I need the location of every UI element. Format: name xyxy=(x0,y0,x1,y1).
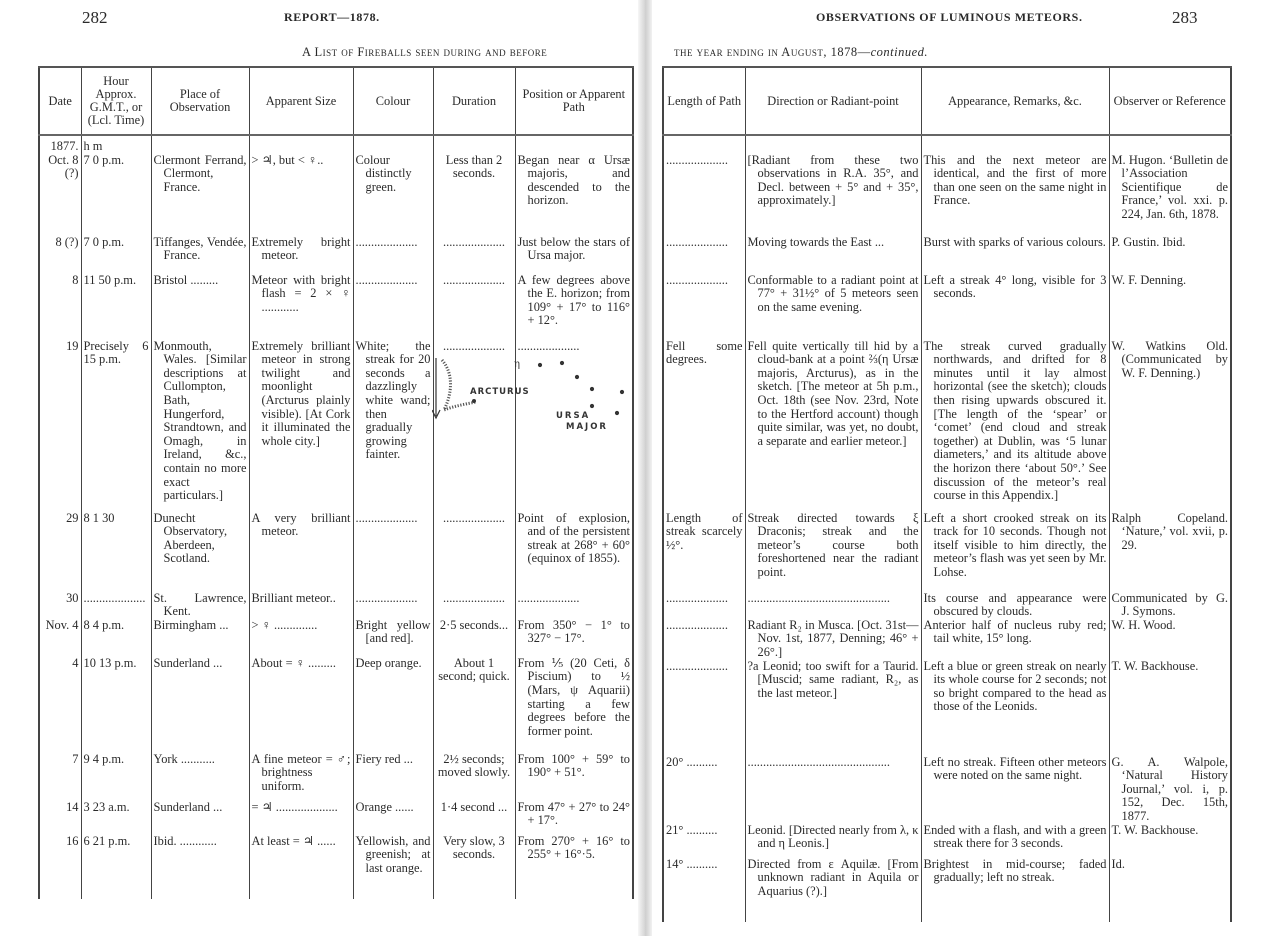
cell-date: Nov. 4 xyxy=(45,617,79,632)
sketch-star xyxy=(590,387,594,391)
cell-direction: .............................................. xyxy=(745,592,921,619)
table-row xyxy=(39,835,633,891)
col-header-observer: Observer or Reference xyxy=(1109,67,1231,135)
cell-observer: Id. xyxy=(1109,858,1231,914)
cell-appearance: Brightest in mid-course; faded gradually; left no streak. xyxy=(921,858,1109,914)
cell-place: Monmouth, Wales. [Similar descriptions at Cullompton, Bath, Hungerford, Strandtown, and Omagh, in Ireland, &c., contain no more exact particulars.] xyxy=(151,340,249,512)
cell-size: Brilliant meteor.. xyxy=(249,592,353,619)
fireballs-table-right xyxy=(662,66,1232,922)
cell-duration: Less than 2 seconds. xyxy=(433,154,515,236)
cell-colour: .................... xyxy=(353,274,433,340)
cell-size: Extremely brilliant meteor in strong twilight and moonlight (Arcturus plainly visible). [At Cork it illuminated the whole city.] xyxy=(249,340,353,512)
cell-hour: .................... xyxy=(81,592,151,619)
col-header-date: Date xyxy=(48,93,72,108)
blank-row xyxy=(663,914,1231,922)
cell-length: .................... xyxy=(666,590,728,605)
cell-appearance: Left a short crooked streak on its track for 10 seconds. Though not itself visible to him directly, the meteor’s flash was yet seen by Mr. Lohse. xyxy=(921,512,1109,592)
year-row-spacer xyxy=(663,140,1231,154)
cell-direction: Streak directed towards ξ Draconis; streak and the meteor’s course both foreshortened near the radiant point. xyxy=(745,512,921,592)
cell-hour: 9 4 p.m. xyxy=(81,753,151,801)
cell-duration: About 1 second; quick. xyxy=(433,657,515,753)
cell-observer: G. A. Walpole, ‘Natural History Journal,’ vol. i, p. 152, Dec. 15th, 1877. xyxy=(1109,756,1231,824)
table-row xyxy=(39,236,633,274)
sketch-star xyxy=(538,363,542,367)
cell-hour: 11 50 p.m. xyxy=(81,274,151,340)
table-row xyxy=(39,801,633,835)
table-row xyxy=(39,657,633,753)
cell-place: Tiffanges, Vendée, France. xyxy=(151,236,249,274)
cell-duration: 2½ seconds; moved slowly. xyxy=(433,753,515,801)
cell-date: Oct. 8 (?) xyxy=(48,152,79,181)
cell-size: A very brilliant meteor. xyxy=(249,512,353,592)
cell-place: Ibid. ............ xyxy=(151,835,249,891)
col-header-hour: Hour Approx. G.M.T., or (Lcl. Time) xyxy=(81,67,151,135)
sketch-star xyxy=(590,404,594,408)
cell-hour: 6 21 p.m. xyxy=(81,835,151,891)
cell-position: From 100° + 59° to 190° + 51°. xyxy=(515,753,633,801)
cell-date: 30 xyxy=(66,590,79,605)
cell-direction: Moving towards the East ... xyxy=(745,236,921,274)
cell-colour: Yellowish, and greenish; at last orange. xyxy=(353,835,433,891)
cell-position: From ⅕ (20 Ceti, δ Piscium) to ½ (Mars, ψ Aquarii) starting a few degrees before the former point. xyxy=(515,657,633,753)
cell-date: 7 xyxy=(72,751,79,766)
page-number-right: 283 xyxy=(1172,8,1198,27)
cell-size: > ♀ .............. xyxy=(249,619,353,657)
cell-appearance: Its course and appearance were obscured by clouds. xyxy=(921,592,1109,619)
cell-place: York ........... xyxy=(151,753,249,801)
cell-appearance: The streak curved gradually northwards, and drifted for 8 minutes until it lay almost horizontal (see the sketch); clouds then rising upwards obscured it. [The length of the ‘spear’ or ‘comet’ (end cloud and streak together) at Dublin, was ‘5 lunar diameters,’ and its altitude above the horizon there ‘about 50°.’ See discussion of the meteor’s real course in this Appendix.] xyxy=(921,340,1109,512)
table-row xyxy=(663,660,1231,756)
cell-position: Just below the stars of Ursa major. xyxy=(515,236,633,274)
cell-direction: Leonid. [Directed nearly from λ, κ and η Leonis.] xyxy=(745,824,921,858)
cell-place: St. Lawrence, Kent. xyxy=(151,592,249,619)
sketch-star xyxy=(560,361,564,365)
table-row xyxy=(39,154,633,236)
table-title-left: A List of Fireballs seen during and before xyxy=(302,45,548,59)
cell-observer: T. W. Backhouse. xyxy=(1109,660,1231,756)
sketch-star xyxy=(615,411,619,415)
table-title-right: the year ending in August, 1878—continued. xyxy=(674,45,928,59)
cell-colour: .................... xyxy=(353,512,433,592)
table-row xyxy=(663,340,1231,512)
sketch-star xyxy=(620,390,624,394)
cell-position: A few degrees above the E. horizon; from 109° + 17° to 116° + 12°. xyxy=(515,274,633,340)
cell-length: 14° .......... xyxy=(666,856,718,871)
cell-date: 4 xyxy=(72,655,79,670)
cell-appearance: Ended with a flash, and with a green streak there for 3 seconds. xyxy=(921,824,1109,858)
cell-hour: 7 0 p.m. xyxy=(81,154,151,236)
cell-length: Fell some degrees. xyxy=(666,338,743,367)
cell-hour: Precisely 6 15 p.m. xyxy=(81,340,151,512)
cell-duration: 1·4 second ... xyxy=(433,801,515,835)
cell-colour: White; the streak for 20 seconds a dazzlingly white wand; then gradually growing fainter. xyxy=(353,340,433,512)
cell-length: Length of streak scarcely ½°. xyxy=(666,510,743,552)
cell-colour: Deep orange. xyxy=(353,657,433,753)
cell-observer: Communicated by G. J. Symons. xyxy=(1109,592,1231,619)
year-label: 1877. xyxy=(50,139,79,153)
col-header-length: Length of Path xyxy=(667,93,742,108)
cell-colour: Colour distinctly green. xyxy=(353,154,433,236)
cell-hour: 8 4 p.m. xyxy=(81,619,151,657)
hour-units: h m xyxy=(81,140,151,154)
cell-length: .................... xyxy=(666,152,728,167)
cell-size: = ♃ .................... xyxy=(249,801,353,835)
meteor-sketch xyxy=(432,354,632,434)
cell-appearance: This and the next meteor are identical, and the first of more than one seen on the same night in France. xyxy=(921,154,1109,236)
col-header-size: Apparent Size xyxy=(249,67,353,135)
cell-direction: Fell quite vertically till hid by a cloud-bank at a point ⅔(η Ursæ majoris, Arcturus), as in the sketch. [The meteor at 5h p.m., Oct. 18th (see Nov. 23rd, Note to the Hertford account) though quite similar, was yet, no doubt, a separate and earlier meteor.] xyxy=(745,340,921,512)
header-row xyxy=(663,67,1231,135)
col-header-place: Place of Observation xyxy=(151,67,249,135)
cell-position: .................... xyxy=(515,592,633,619)
cell-direction: [Radiant from these two observations in R.A. 35°, and Decl. between + 5° and + 35°, approximately.] xyxy=(745,154,921,236)
cell-duration: 2·5 seconds... xyxy=(433,619,515,657)
cell-appearance: Left a streak 4° long, visible for 3 seconds. xyxy=(921,274,1109,340)
book-gutter xyxy=(638,0,652,936)
sketch-label-major: MAJOR xyxy=(566,422,608,432)
cell-size: A fine meteor = ♂; brightness uniform. xyxy=(249,753,353,801)
cell-date: 19 xyxy=(66,338,79,353)
cell-direction: Radiant R₂ in Musca. [Oct. 31st—Nov. 1st, 1877, Denning; 46° + 26°.] xyxy=(745,619,921,660)
table-row xyxy=(39,274,633,340)
running-head-right: OBSERVATIONS OF LUMINOUS METEORS. xyxy=(816,10,1083,24)
cell-place: Clermont Ferrand, Clermont, France. xyxy=(151,154,249,236)
cell-date: 29 xyxy=(66,510,79,525)
blank-row xyxy=(39,891,633,899)
cell-hour: 8 1 30 xyxy=(81,512,151,592)
cell-size: At least = ♃ ...... xyxy=(249,835,353,891)
cell-date: 14 xyxy=(66,799,79,814)
cell-length: .................... xyxy=(666,272,728,287)
cell-place: Birmingham ... xyxy=(151,619,249,657)
cell-size: > ♃, but < ♀.. xyxy=(249,154,353,236)
cell-appearance: Burst with sparks of various colours. xyxy=(921,236,1109,274)
cell-length: .................... xyxy=(666,617,728,632)
cell-position: .................... xyxy=(515,340,633,512)
col-header-direction: Direction or Radiant-point xyxy=(745,67,921,135)
cell-observer: W. H. Wood. xyxy=(1109,619,1231,660)
cell-colour: .................... xyxy=(353,592,433,619)
cell-length: 20° .......... xyxy=(666,754,718,769)
cell-duration: .................... xyxy=(433,236,515,274)
cell-hour: 3 23 a.m. xyxy=(81,801,151,835)
sketch-star-arcturus xyxy=(472,399,476,403)
cell-position: From 350° − 1° to 327° − 17°. xyxy=(515,619,633,657)
cell-date: 8 (?) xyxy=(55,234,79,249)
cell-observer: W. Watkins Old. (Communicated by W. F. Denning.) xyxy=(1109,340,1231,512)
sketch-label-eta: η xyxy=(514,359,520,370)
running-head-left: REPORT—1878. xyxy=(284,10,380,24)
header-row xyxy=(39,67,633,135)
sketch-label-arcturus: ARCTURUS xyxy=(470,387,530,397)
cell-date: 8 xyxy=(72,272,79,287)
cell-size: Extremely bright meteor. xyxy=(249,236,353,274)
cell-size: About = ♀ ......... xyxy=(249,657,353,753)
cell-place: Bristol ......... xyxy=(151,274,249,340)
cell-appearance: Left no streak. Fifteen other meteors were noted on the same night. xyxy=(921,756,1109,824)
col-header-colour: Colour xyxy=(353,67,433,135)
cell-position: From 47° + 27° to 24° + 17°. xyxy=(515,801,633,835)
cell-observer: Ralph Copeland. ‘Nature,’ vol. xvii, p. 29. xyxy=(1109,512,1231,592)
table-row xyxy=(663,592,1231,619)
page-number-left: 282 xyxy=(82,8,108,27)
table-row xyxy=(39,753,633,801)
sketch-streak xyxy=(442,360,476,410)
cell-date: 16 xyxy=(66,833,79,848)
col-header-duration: Duration xyxy=(433,67,515,135)
cell-direction: .............................................. xyxy=(745,756,921,824)
cell-length: .................... xyxy=(666,234,728,249)
cell-size: Meteor with bright flash = 2 × ♀ ............ xyxy=(249,274,353,340)
table-row xyxy=(39,512,633,592)
sketch-label-ursa: URSA xyxy=(556,411,591,421)
cell-place: Sunderland ... xyxy=(151,801,249,835)
fireballs-table-left xyxy=(38,66,634,899)
cell-appearance: Anterior half of nucleus ruby red; tail white, 15° long. xyxy=(921,619,1109,660)
cell-duration: .................... xyxy=(433,274,515,340)
cell-colour: Bright yellow [and red]. xyxy=(353,619,433,657)
table-row xyxy=(663,236,1231,274)
table-row xyxy=(663,512,1231,592)
cell-duration: .................... xyxy=(433,512,515,592)
cell-duration: Very slow, 3 seconds. xyxy=(433,835,515,891)
table-row xyxy=(663,154,1231,236)
sketch-star xyxy=(575,375,579,379)
cell-colour: Fiery red ... xyxy=(353,753,433,801)
col-header-appearance: Appearance, Remarks, &c. xyxy=(921,67,1109,135)
table-row xyxy=(663,619,1231,660)
cell-hour: 7 0 p.m. xyxy=(81,236,151,274)
table-row xyxy=(663,274,1231,340)
cell-direction: Conformable to a radiant point at 77° + 31½° of 5 meteors seen on the same evening. xyxy=(745,274,921,340)
cell-appearance: Left a blue or green streak on nearly its whole course for 2 seconds; not so bright compared to the head as those of the Leonids. xyxy=(921,660,1109,756)
cell-colour: Orange ...... xyxy=(353,801,433,835)
cell-length: 21° .......... xyxy=(666,822,718,837)
table-row xyxy=(39,592,633,619)
year-row xyxy=(39,140,633,154)
cell-observer: P. Gustin. Ibid. xyxy=(1109,236,1231,274)
cell-position: From 270° + 16° to 255° + 16°·5. xyxy=(515,835,633,891)
cell-hour: 10 13 p.m. xyxy=(81,657,151,753)
cell-place: Sunderland ... xyxy=(151,657,249,753)
table-row xyxy=(663,858,1231,914)
cell-colour: .................... xyxy=(353,236,433,274)
cell-observer: T. W. Backhouse. xyxy=(1109,824,1231,858)
cell-duration: .................... xyxy=(433,340,515,512)
cell-direction: ?a Leonid; too swift for a Taurid. [Muscid; same radiant, R₂, as the last meteor.] xyxy=(745,660,921,756)
col-header-position: Position or Apparent Path xyxy=(515,67,633,135)
cell-observer: W. F. Denning. xyxy=(1109,274,1231,340)
cell-place: Dunecht Observatory, Aberdeen, Scotland. xyxy=(151,512,249,592)
cell-length: .................... xyxy=(666,658,728,673)
cell-observer: M. Hugon. ‘Bulletin de l’Association Scientifique de France,’ vol. xxi. p. 224, Jan. 6th, 1878. xyxy=(1109,154,1231,236)
table-row xyxy=(39,619,633,657)
cell-position: Point of explosion, and of the persistent streak at 268° + 60° (equinox of 1855). xyxy=(515,512,633,592)
cell-duration: .................... xyxy=(433,592,515,619)
cell-position: Began near α Ursæ majoris, and descended to the horizon. xyxy=(515,154,633,236)
table-row xyxy=(663,756,1231,824)
table-row xyxy=(663,824,1231,858)
cell-direction: Directed from ε Aquilæ. [From unknown radiant in Aquila or Aquarius (?).] xyxy=(745,858,921,914)
